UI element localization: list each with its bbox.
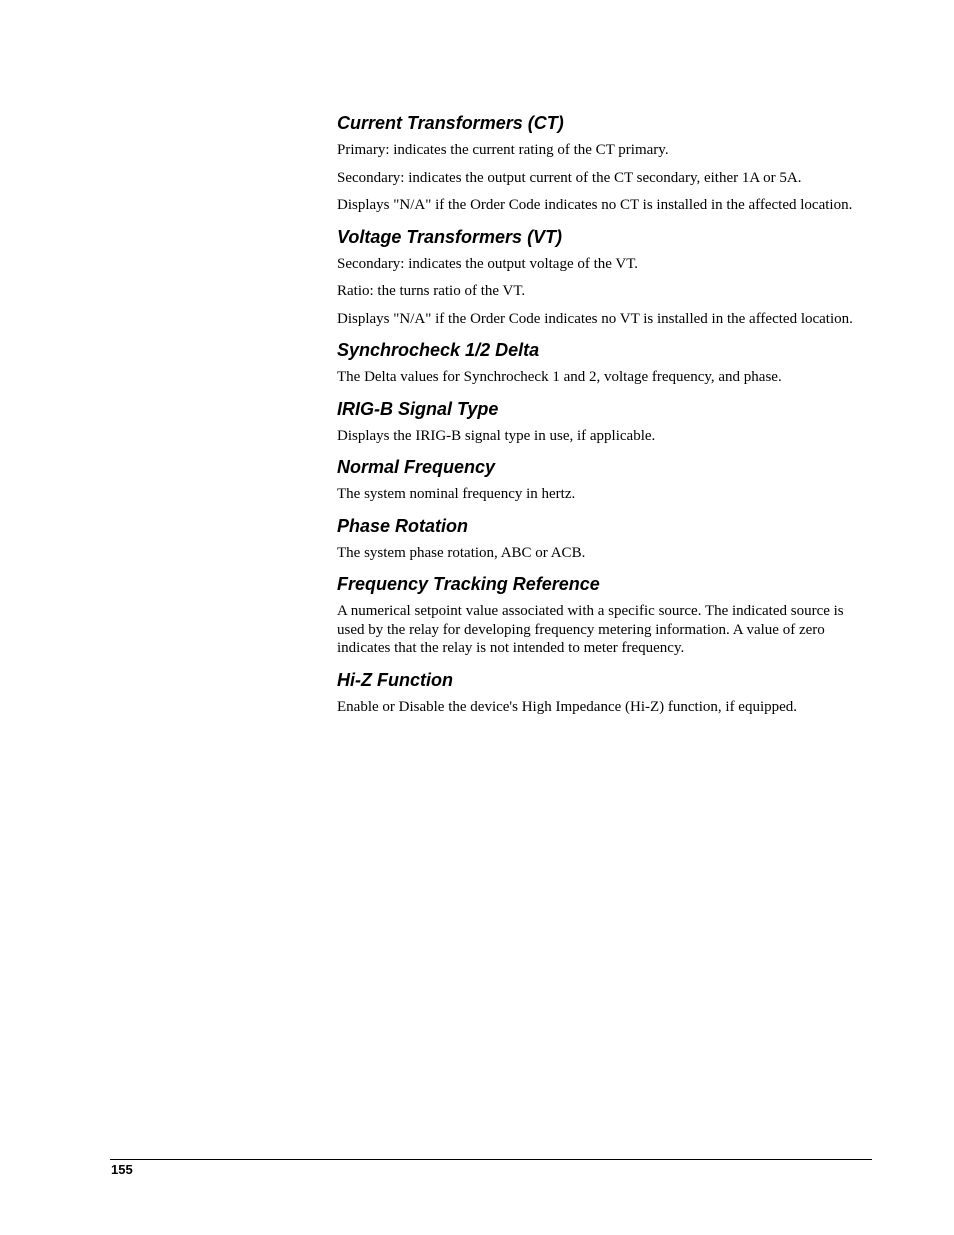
section-heading: Frequency Tracking Reference bbox=[337, 574, 600, 594]
paragraph: A numerical setpoint value associated with a specific source. The indicated source is used by the relay for developing frequency metering information. A value of zero indicates that the relay is not intended to meter frequency. bbox=[337, 603, 844, 656]
section-synchrocheck-delta bbox=[337, 338, 867, 387]
section-heading: Current Transformers (CT) bbox=[337, 113, 564, 133]
paragraph: The system nominal frequency in hertz. bbox=[337, 486, 576, 502]
paragraph: Enable or Disable the device's High Impedance (Hi-Z) function, if equipped. bbox=[337, 698, 798, 715]
paragraph: Secondary: indicates the output voltage of the VT. bbox=[337, 255, 639, 272]
paragraph: The Delta values for Synchrocheck 1 and 2, voltage frequency, and phase. bbox=[337, 369, 782, 385]
paragraph: Displays the IRIG-B signal type in use, if applicable. bbox=[337, 427, 656, 444]
page-number: 155 bbox=[111, 1162, 133, 1177]
section-heading: Normal Frequency bbox=[337, 457, 496, 477]
paragraph: Displays "N/A" if the Order Code indicates no CT is installed in the affected location. bbox=[337, 197, 853, 213]
section-heading: Phase Rotation bbox=[337, 515, 469, 536]
document-body bbox=[337, 111, 867, 725]
paragraph: Displays "N/A" if the Order Code indicates no VT is installed in the affected location. bbox=[337, 310, 853, 327]
paragraph: The system phase rotation, ABC or ACB. bbox=[337, 544, 586, 561]
paragraph: Ratio: the turns ratio of the VT. bbox=[337, 283, 526, 299]
section-phase-rotation bbox=[337, 514, 867, 563]
section-irig-b-signal-type bbox=[337, 397, 867, 446]
section-heading: Voltage Transformers (VT) bbox=[337, 226, 563, 247]
footer-divider bbox=[110, 1159, 872, 1160]
section-voltage-transformers bbox=[337, 225, 867, 329]
section-heading: Hi-Z Function bbox=[337, 669, 453, 690]
section-frequency-tracking-reference bbox=[337, 572, 867, 658]
paragraph: Secondary: indicates the output current of the CT secondary, either 1A or 5A. bbox=[337, 169, 802, 186]
section-heading: IRIG-B Signal Type bbox=[337, 398, 499, 419]
paragraph: Primary: indicates the current rating of the CT primary. bbox=[337, 142, 669, 158]
section-heading: Synchrocheck 1/2 Delta bbox=[337, 340, 540, 360]
section-current-transformers bbox=[337, 111, 867, 215]
section-hi-z-function bbox=[337, 668, 867, 717]
section-normal-frequency bbox=[337, 455, 867, 504]
